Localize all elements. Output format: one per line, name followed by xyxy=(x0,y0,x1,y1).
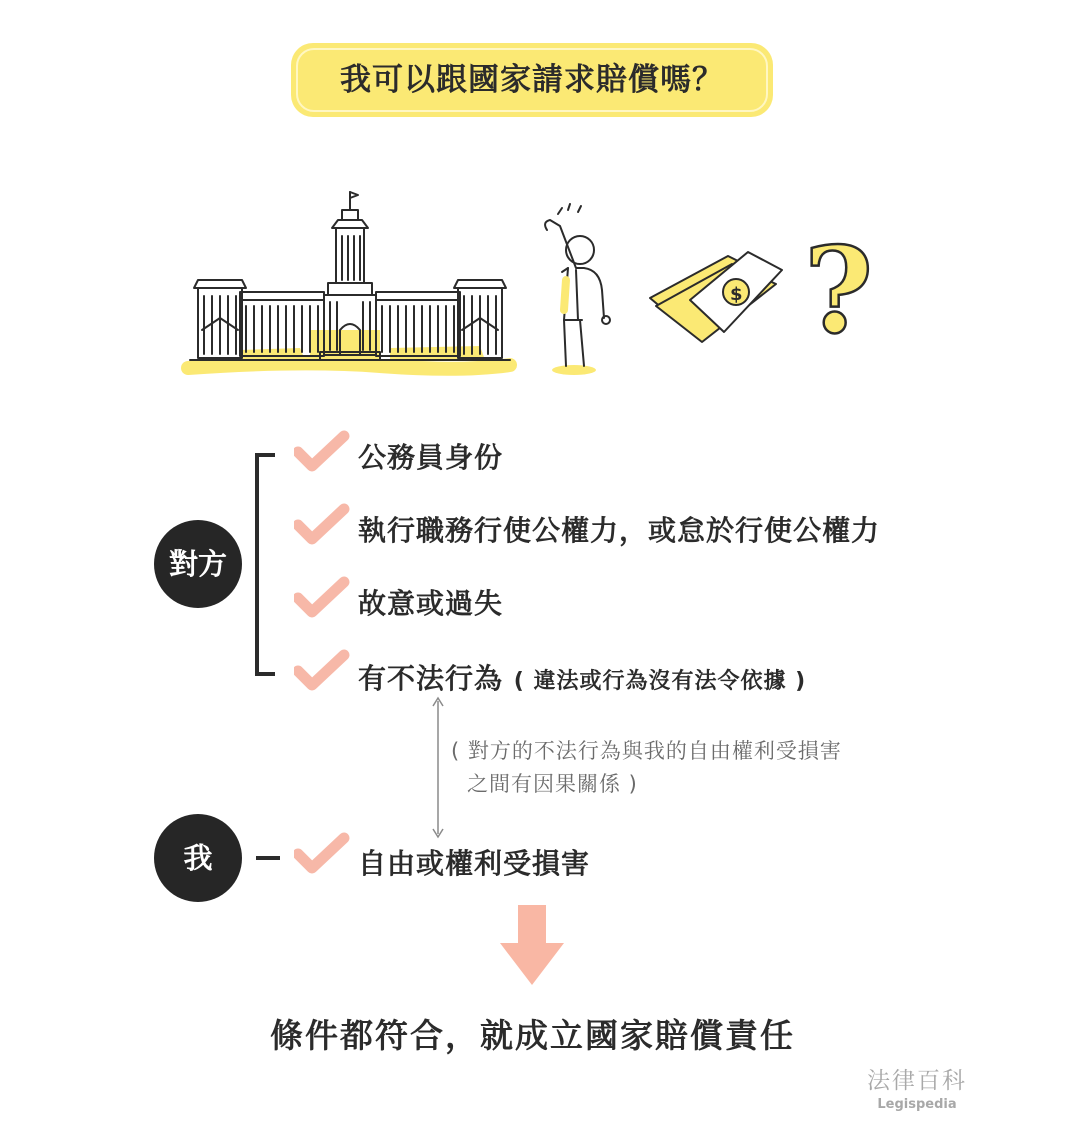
condition-intent-or-negligence: 故意或過失 xyxy=(358,587,504,620)
brand-subtitle: Legispedia xyxy=(877,1097,957,1112)
illustration-row xyxy=(180,180,900,380)
dollar-sign-icon: $ xyxy=(730,284,743,305)
condition-exercising-authority: 執行職務行使公權力，或怠於行使公權力 xyxy=(358,514,881,547)
condition-unlawful-act-note: ( 違法或行為沒有法令依據 ) xyxy=(513,669,807,694)
condition-unlawful-act xyxy=(358,657,806,697)
check-icon xyxy=(294,832,350,878)
causal-note-line1: ( 對方的不法行為與我的自由權利受損害 xyxy=(451,739,842,763)
causal-note-line2: 之間有因果關係 ) xyxy=(467,772,638,796)
question-mark-icon xyxy=(804,221,873,360)
government-building-icon xyxy=(188,192,510,369)
causal-double-arrow xyxy=(428,695,448,840)
svg-text:?: ? xyxy=(804,221,874,360)
them-bracket xyxy=(255,453,275,676)
check-icon xyxy=(294,576,350,622)
brand-logo xyxy=(862,1062,972,1112)
title-banner xyxy=(291,43,773,117)
me-badge: 我 xyxy=(154,814,242,902)
check-icon xyxy=(294,649,350,695)
result-statement: 條件都符合，就成立國家賠償責任 xyxy=(270,1016,795,1055)
me-connector-dash xyxy=(256,856,280,860)
page-title: 我可以跟國家請求賠償嗎？ xyxy=(340,62,724,98)
check-icon xyxy=(294,430,350,476)
down-arrow-icon xyxy=(498,905,566,987)
them-badge: 對方 xyxy=(154,520,242,608)
brand-name: 法律百科 xyxy=(867,1068,967,1094)
condition-unlawful-act-label: 有不法行為 xyxy=(358,662,504,695)
causal-note xyxy=(451,735,842,801)
condition-rights-damaged: 自由或權利受損害 xyxy=(358,847,591,880)
condition-public-official: 公務員身份 xyxy=(358,441,504,474)
check-icon xyxy=(294,503,350,549)
money-bills-icon xyxy=(650,252,782,342)
person-raising-hand-icon xyxy=(545,204,610,375)
